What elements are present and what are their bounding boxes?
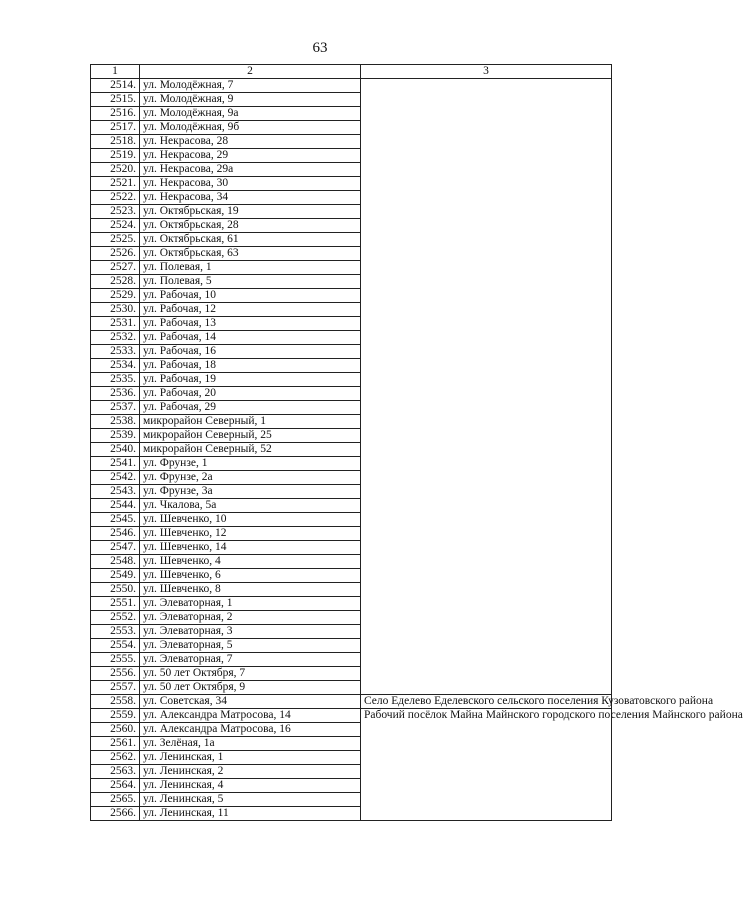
row-address: ул. Фрунзе, 2а [140,471,361,485]
table-header-row [91,65,612,79]
row-number: 2556. [91,667,140,681]
row-address: ул. Рабочая, 16 [140,345,361,359]
row-number: 2552. [91,611,140,625]
row-number: 2544. [91,499,140,513]
row-number: 2559. [91,709,140,723]
row-number: 2535. [91,373,140,387]
row-address: ул. Рабочая, 20 [140,387,361,401]
row-number: 2525. [91,233,140,247]
row-address: ул. Фрунзе, 3а [140,485,361,499]
row-number: 2536. [91,387,140,401]
row-number: 2539. [91,429,140,443]
row-number: 2553. [91,625,140,639]
row-address: ул. Некрасова, 34 [140,191,361,205]
row-address: ул. Некрасова, 28 [140,135,361,149]
row-address: ул. Полевая, 5 [140,275,361,289]
row-number: 2515. [91,93,140,107]
row-number: 2557. [91,681,140,695]
row-address: микрорайон Северный, 1 [140,415,361,429]
row-number: 2542. [91,471,140,485]
table-body [91,79,743,821]
row-address: ул. Шевченко, 10 [140,513,361,527]
address-table [90,64,743,821]
row-number: 2565. [91,793,140,807]
row-address: ул. Ленинская, 2 [140,765,361,779]
row-number: 2530. [91,303,140,317]
row-address: ул. Рабочая, 19 [140,373,361,387]
row-number: 2566. [91,807,140,821]
row-number: 2527. [91,261,140,275]
row-address: ул. Шевченко, 8 [140,583,361,597]
row-address: ул. Некрасова, 29а [140,163,361,177]
row-number: 2528. [91,275,140,289]
row-number: 2517. [91,121,140,135]
row-number: 2541. [91,457,140,471]
row-address: ул. Молодёжная, 9 [140,93,361,107]
row-number: 2529. [91,289,140,303]
header-col-2: 2 [140,65,361,79]
row-address: ул. Рабочая, 12 [140,303,361,317]
row-address: ул. Элеваторная, 7 [140,653,361,667]
row-number: 2546. [91,527,140,541]
row-number: 2554. [91,639,140,653]
row-address: ул. Некрасова, 29 [140,149,361,163]
row-address: ул. Ленинская, 4 [140,779,361,793]
row-number: 2562. [91,751,140,765]
row-address: ул. Элеваторная, 5 [140,639,361,653]
row-number: 2558. [91,695,140,709]
row-number: 2540. [91,443,140,457]
row-number: 2545. [91,513,140,527]
row-address: ул. Шевченко, 6 [140,569,361,583]
row-number: 2520. [91,163,140,177]
row-address: ул. Зелёная, 1а [140,737,361,751]
row-address: ул. Александра Матросова, 16 [140,723,361,737]
header-col-3: 3 [361,65,612,79]
row-number: 2551. [91,597,140,611]
row-number: 2534. [91,359,140,373]
row-number: 2564. [91,779,140,793]
row-number: 2516. [91,107,140,121]
row-address: ул. Рабочая, 10 [140,289,361,303]
row-number: 2521. [91,177,140,191]
row-address: ул. Октябрьская, 61 [140,233,361,247]
row-number: 2532. [91,331,140,345]
row-address: ул. Молодёжная, 7 [140,79,361,93]
row-number: 2519. [91,149,140,163]
row-address: ул. Рабочая, 13 [140,317,361,331]
row-address: ул. Рабочая, 18 [140,359,361,373]
row-address: ул. Ленинская, 11 [140,807,361,821]
row-number: 2531. [91,317,140,331]
row-address: ул. Советская, 34 [140,695,361,709]
row-address: ул. Шевченко, 4 [140,555,361,569]
row-number: 2543. [91,485,140,499]
row-address: ул. Чкалова, 5а [140,499,361,513]
row-address: ул. Полевая, 1 [140,261,361,275]
row-address: ул. Некрасова, 30 [140,177,361,191]
row-address: ул. Шевченко, 12 [140,527,361,541]
table-row [91,695,612,709]
row-address: ул. Фрунзе, 1 [140,457,361,471]
row-address: ул. Октябрьская, 19 [140,205,361,219]
row-address: микрорайон Северный, 52 [140,443,361,457]
page-number: 63 [312,40,328,56]
row-address: ул. Элеваторная, 1 [140,597,361,611]
row-address: ул. Октябрьская, 28 [140,219,361,233]
row-number: 2538. [91,415,140,429]
settlement-cell: Рабочий посёлок Майна Майнского городского поселения Майнского района [361,709,612,821]
row-number: 2547. [91,541,140,555]
row-number: 2514. [91,79,140,93]
row-address: ул. 50 лет Октября, 9 [140,681,361,695]
row-address: ул. Рабочая, 29 [140,401,361,415]
row-number: 2555. [91,653,140,667]
row-address: ул. Молодёжная, 9а [140,107,361,121]
settlement-cell-continued [361,79,612,695]
settlement-cell: Село Еделево Еделевского сельского поселения Кузоватовского района [361,695,612,709]
row-number: 2518. [91,135,140,149]
row-number: 2560. [91,723,140,737]
row-address: ул. Элеваторная, 3 [140,625,361,639]
row-address: ул. Ленинская, 5 [140,793,361,807]
row-number: 2548. [91,555,140,569]
row-address: ул. Молодёжная, 9б [140,121,361,135]
row-address: микрорайон Северный, 25 [140,429,361,443]
row-address: ул. Элеваторная, 2 [140,611,361,625]
row-number: 2537. [91,401,140,415]
row-number: 2523. [91,205,140,219]
table-row [91,79,612,93]
header-col-1: 1 [91,65,140,79]
table-row [91,709,612,723]
row-number: 2522. [91,191,140,205]
row-address: ул. Октябрьская, 63 [140,247,361,261]
row-address: ул. 50 лет Октября, 7 [140,667,361,681]
row-address: ул. Рабочая, 14 [140,331,361,345]
row-address: ул. Ленинская, 1 [140,751,361,765]
row-number: 2563. [91,765,140,779]
row-number: 2533. [91,345,140,359]
row-number: 2524. [91,219,140,233]
row-number: 2550. [91,583,140,597]
row-number: 2561. [91,737,140,751]
row-number: 2549. [91,569,140,583]
row-number: 2526. [91,247,140,261]
row-address: ул. Шевченко, 14 [140,541,361,555]
row-address: ул. Александра Матросова, 14 [140,709,361,723]
